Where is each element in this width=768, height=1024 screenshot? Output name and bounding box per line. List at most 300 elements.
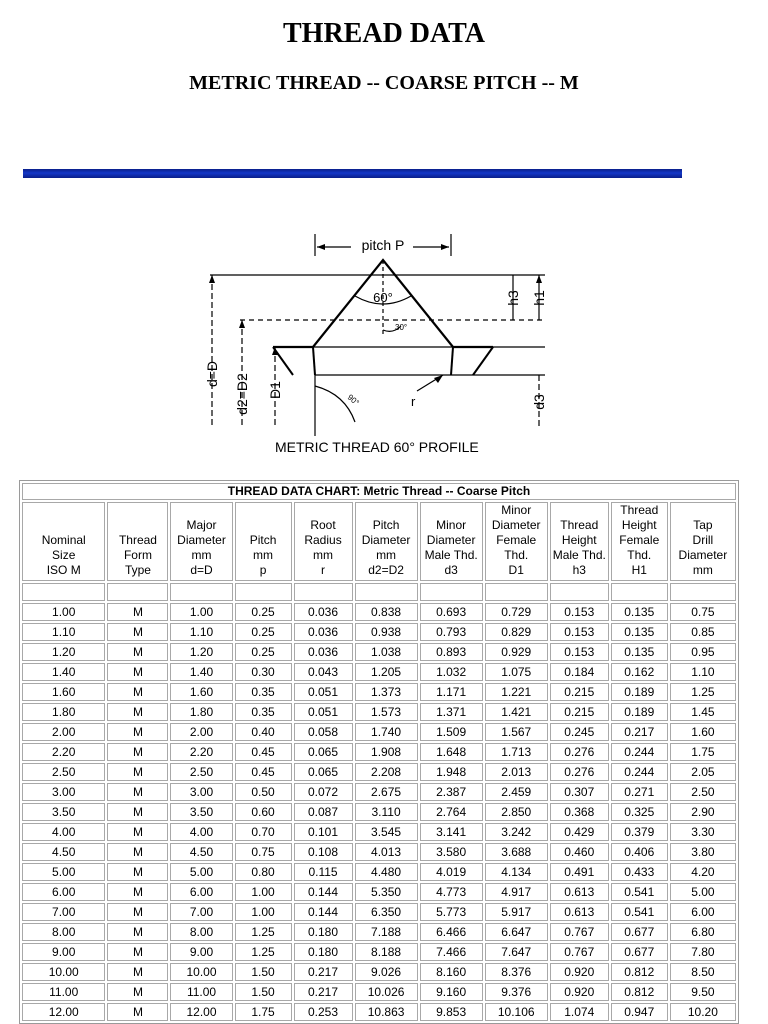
column-header <box>170 502 232 581</box>
table-cell: M <box>107 983 168 1001</box>
table-row <box>22 623 736 641</box>
table-cell: M <box>107 763 168 781</box>
table-cell: 0.95 <box>670 643 736 661</box>
table-cell: M <box>107 863 168 881</box>
table-cell: 9.853 <box>420 1003 483 1021</box>
table-cell: 1.567 <box>485 723 548 741</box>
column-header-line: Thd. <box>627 548 652 562</box>
table-cell: 5.773 <box>420 903 483 921</box>
table-cell: 8.376 <box>485 963 548 981</box>
table-cell: 1.00 <box>22 603 105 621</box>
table-cell: 2.20 <box>170 743 232 761</box>
table-cell: 0.767 <box>550 943 609 961</box>
table-cell: 12.00 <box>22 1003 105 1021</box>
table-cell: 0.433 <box>611 863 668 881</box>
table-cell: 10.00 <box>170 963 232 981</box>
table-cell: 1.371 <box>420 703 483 721</box>
table-cell: 0.767 <box>550 923 609 941</box>
table-cell: 0.75 <box>235 843 292 861</box>
table-cell: 0.677 <box>611 923 668 941</box>
column-header-line: Diameter <box>361 533 411 547</box>
table-cell: 1.032 <box>420 663 483 681</box>
table-row <box>22 723 736 741</box>
table-row <box>22 743 736 761</box>
column-header-line: Pitch <box>249 533 277 547</box>
table-cell: 3.110 <box>355 803 418 821</box>
table-cell: 0.25 <box>235 623 292 641</box>
table-cell: 7.00 <box>22 903 105 921</box>
table-cell: 9.50 <box>670 983 736 1001</box>
table-cell: 0.189 <box>611 703 668 721</box>
table-cell: 1.038 <box>355 643 418 661</box>
table-cell: 0.893 <box>420 643 483 661</box>
column-header-line: Size <box>52 548 76 562</box>
table-cell: 0.184 <box>550 663 609 681</box>
table-row <box>22 983 736 1001</box>
table-row <box>22 783 736 801</box>
table-cell: 3.50 <box>22 803 105 821</box>
column-header-line: Diameter <box>678 548 728 562</box>
column-header-line: d3 <box>444 563 458 577</box>
table-cell: 4.50 <box>22 843 105 861</box>
table-row <box>22 683 736 701</box>
table-cell: 0.45 <box>235 743 292 761</box>
column-header-line: mm <box>376 548 397 562</box>
table-cell: 1.740 <box>355 723 418 741</box>
table-cell: 6.647 <box>485 923 548 941</box>
column-header-line: Form <box>123 548 152 562</box>
table-cell: 0.85 <box>670 623 736 641</box>
table-cell: 1.60 <box>670 723 736 741</box>
radius-label: r <box>411 394 416 409</box>
table-cell: 0.929 <box>485 643 548 661</box>
table-cell: 11.00 <box>170 983 232 1001</box>
table-cell: M <box>107 783 168 801</box>
table-cell: 0.115 <box>294 863 353 881</box>
table-cell: 1.00 <box>235 883 292 901</box>
table-cell: 1.20 <box>22 643 105 661</box>
table-cell: 2.00 <box>22 723 105 741</box>
table-cell: 0.108 <box>294 843 353 861</box>
column-header-line: mm <box>692 563 713 577</box>
table-row <box>22 763 736 781</box>
table-cell: 7.00 <box>170 903 232 921</box>
table-cell: 1.908 <box>355 743 418 761</box>
table-cell: 2.850 <box>485 803 548 821</box>
table-row <box>22 703 736 721</box>
table-row <box>22 963 736 981</box>
thread-data-table <box>19 480 739 1024</box>
table-cell: 2.50 <box>22 763 105 781</box>
table-cell: 1.25 <box>670 683 736 701</box>
table-cell: M <box>107 963 168 981</box>
arrow-d2 <box>239 320 245 328</box>
table-cell: M <box>107 743 168 761</box>
table-cell: 3.141 <box>420 823 483 841</box>
table-cell: 0.812 <box>611 963 668 981</box>
table-cell: M <box>107 823 168 841</box>
table-cell: 4.00 <box>22 823 105 841</box>
arrow-d <box>209 275 215 283</box>
table-cell: 3.00 <box>22 783 105 801</box>
table-cell: 10.00 <box>22 963 105 981</box>
d-label: d=D <box>204 360 220 388</box>
table-cell: 0.812 <box>611 983 668 1001</box>
column-header-line: Root <box>310 518 336 532</box>
table-cell: 4.50 <box>170 843 232 861</box>
table-cell: 8.188 <box>355 943 418 961</box>
column-header-line: Major <box>186 518 217 532</box>
table-row <box>22 883 736 901</box>
angle-60-label: 60° <box>373 290 393 305</box>
table-cell: 1.221 <box>485 683 548 701</box>
table-cell: 0.153 <box>550 623 609 641</box>
table-cell: M <box>107 923 168 941</box>
column-header <box>420 502 483 581</box>
column-header <box>107 502 168 581</box>
table-cell: 0.45 <box>235 763 292 781</box>
table-cell: 1.00 <box>235 903 292 921</box>
table-cell: M <box>107 903 168 921</box>
table-cell: 9.026 <box>355 963 418 981</box>
column-header-line: d2=D2 <box>368 563 404 577</box>
table-row <box>22 1003 736 1021</box>
h1-label: h1 <box>531 290 547 306</box>
thread-profile-diagram <box>195 226 555 466</box>
column-header-line: mm <box>253 548 274 562</box>
column-header-line: Radius <box>304 533 342 547</box>
d2-label: d2=D2 <box>234 373 250 415</box>
table-cell: 0.429 <box>550 823 609 841</box>
table-cell: 1.648 <box>420 743 483 761</box>
table-cell: 7.188 <box>355 923 418 941</box>
table-cell: 0.036 <box>294 643 353 661</box>
table-cell: 0.036 <box>294 623 353 641</box>
table-cell: 0.729 <box>485 603 548 621</box>
table-cell: 1.40 <box>170 663 232 681</box>
table-cell: 1.00 <box>170 603 232 621</box>
table-cell: 6.00 <box>670 903 736 921</box>
table-cell: 0.947 <box>611 1003 668 1021</box>
table-row <box>22 923 736 941</box>
h3-label: h3 <box>505 290 521 306</box>
column-header-line: Male Thd. <box>552 548 606 562</box>
table-row <box>22 803 736 821</box>
header-divider <box>23 169 682 178</box>
table-cell: 1.10 <box>670 663 736 681</box>
table-cell: 0.35 <box>235 683 292 701</box>
table-cell: 5.00 <box>170 863 232 881</box>
table-cell: 0.838 <box>355 603 418 621</box>
table-cell: 0.215 <box>550 703 609 721</box>
table-cell: 0.244 <box>611 743 668 761</box>
column-header-line: Minor <box>501 503 532 517</box>
column-header-line: Height <box>561 533 597 547</box>
table-cell: 0.613 <box>550 883 609 901</box>
table-cell: 9.00 <box>22 943 105 961</box>
table-cell: 3.688 <box>485 843 548 861</box>
pitch-label: pitch P <box>361 237 405 253</box>
table-cell: M <box>107 703 168 721</box>
table-cell: 0.065 <box>294 743 353 761</box>
table-row <box>22 903 736 921</box>
table-cell: 3.580 <box>420 843 483 861</box>
table-cell: 0.065 <box>294 763 353 781</box>
table-row <box>22 823 736 841</box>
table-cell: 1.509 <box>420 723 483 741</box>
table-cell: 6.00 <box>170 883 232 901</box>
table-cell: 0.80 <box>235 863 292 881</box>
table-cell: 7.466 <box>420 943 483 961</box>
table-cell: 0.920 <box>550 983 609 1001</box>
table-cell: 2.05 <box>670 763 736 781</box>
table-cell: 1.25 <box>235 943 292 961</box>
table-cell: 0.35 <box>235 703 292 721</box>
table-cell: 0.793 <box>420 623 483 641</box>
table-cell: 0.920 <box>550 963 609 981</box>
table-cell: 7.647 <box>485 943 548 961</box>
column-header-line: Thread <box>118 533 157 547</box>
page-title: THREAD DATA <box>283 18 485 49</box>
table-cell: 10.863 <box>355 1003 418 1021</box>
root-right <box>451 347 453 375</box>
table-cell: M <box>107 843 168 861</box>
table-cell: 0.541 <box>611 903 668 921</box>
table-cell: 0.253 <box>294 1003 353 1021</box>
table-cell: 1.45 <box>670 703 736 721</box>
table-cell: 9.00 <box>170 943 232 961</box>
table-cell: 0.144 <box>294 883 353 901</box>
table-cell: 3.30 <box>670 823 736 841</box>
table-cell: 1.75 <box>235 1003 292 1021</box>
table-cell: 9.160 <box>420 983 483 1001</box>
arrow-pitch-right <box>441 244 449 250</box>
column-header <box>550 502 609 581</box>
angle-30-label: 30° <box>395 323 408 332</box>
table-cell: 0.144 <box>294 903 353 921</box>
table-cell: M <box>107 1003 168 1021</box>
table-cell: 2.013 <box>485 763 548 781</box>
table-cell: 0.276 <box>550 743 609 761</box>
column-header-line: Diameter <box>426 533 476 547</box>
table-cell: 1.421 <box>485 703 548 721</box>
table-cell: 6.80 <box>670 923 736 941</box>
table-cell: 3.50 <box>170 803 232 821</box>
table-cell: 0.043 <box>294 663 353 681</box>
table-cell: 6.00 <box>22 883 105 901</box>
column-header-line: h3 <box>572 563 586 577</box>
column-header-line: mm <box>313 548 334 562</box>
table-cell: 0.153 <box>550 603 609 621</box>
column-header-line: d=D <box>190 563 213 577</box>
table-cell: 3.242 <box>485 823 548 841</box>
table-cell: 2.90 <box>670 803 736 821</box>
table-cell: 4.00 <box>170 823 232 841</box>
table-cell: 9.376 <box>485 983 548 1001</box>
column-header <box>355 502 418 581</box>
table-cell: M <box>107 803 168 821</box>
table-caption: THREAD DATA CHART: Metric Thread -- Coarse Pitch <box>22 483 736 500</box>
table-cell: 1.75 <box>670 743 736 761</box>
table-cell: 0.25 <box>235 603 292 621</box>
table-cell: 0.491 <box>550 863 609 881</box>
column-header-line: Diameter <box>177 533 226 547</box>
table-cell: 0.189 <box>611 683 668 701</box>
table-cell: 0.271 <box>611 783 668 801</box>
table-cell: 0.087 <box>294 803 353 821</box>
column-header-line: Thd. <box>504 548 529 562</box>
table-cell: 0.244 <box>611 763 668 781</box>
table-cell: 8.160 <box>420 963 483 981</box>
table-cell: 1.25 <box>235 923 292 941</box>
table-cell: 0.60 <box>235 803 292 821</box>
table-cell: 5.350 <box>355 883 418 901</box>
table-cell: 8.50 <box>670 963 736 981</box>
column-header <box>294 502 353 581</box>
table-cell: 4.019 <box>420 863 483 881</box>
table-cell: 0.217 <box>294 983 353 1001</box>
table-cell: 0.379 <box>611 823 668 841</box>
table-cell: 1.205 <box>355 663 418 681</box>
table-row <box>22 863 736 881</box>
table-cell: 2.459 <box>485 783 548 801</box>
table-cell: 0.325 <box>611 803 668 821</box>
table-cell: 0.215 <box>550 683 609 701</box>
table-cell: 0.051 <box>294 703 353 721</box>
table-spacer-row <box>22 583 736 601</box>
table-cell: 0.276 <box>550 763 609 781</box>
table-cell: 0.541 <box>611 883 668 901</box>
table-cell: M <box>107 603 168 621</box>
table-cell: 1.573 <box>355 703 418 721</box>
table-cell: 0.938 <box>355 623 418 641</box>
table-cell: 1.10 <box>170 623 232 641</box>
table-cell: 1.50 <box>235 983 292 1001</box>
table-cell: 2.50 <box>170 763 232 781</box>
table-cell: 0.245 <box>550 723 609 741</box>
table-cell: 10.20 <box>670 1003 736 1021</box>
table-cell: 0.40 <box>235 723 292 741</box>
table-cell: 0.153 <box>550 643 609 661</box>
root-arc-90 <box>315 386 355 422</box>
table-cell: 0.693 <box>420 603 483 621</box>
table-cell: 5.00 <box>670 883 736 901</box>
table-cell: 0.058 <box>294 723 353 741</box>
table-cell: 0.368 <box>550 803 609 821</box>
d3-label: d3 <box>531 394 547 410</box>
table-cell: 1.074 <box>550 1003 609 1021</box>
table-cell: 1.60 <box>170 683 232 701</box>
table-cell: 0.162 <box>611 663 668 681</box>
column-header-line: Thread <box>560 518 599 532</box>
column-header-line: Thread <box>620 503 659 517</box>
table-cell: 1.713 <box>485 743 548 761</box>
arrow-h1 <box>536 275 542 283</box>
table-cell: 1.80 <box>170 703 232 721</box>
column-header-line: p <box>259 563 267 577</box>
diagram-caption: METRIC THREAD 60° PROFILE <box>275 439 479 455</box>
table-cell: 0.75 <box>670 603 736 621</box>
table-cell: 5.917 <box>485 903 548 921</box>
column-header-line: ISO M <box>46 563 81 577</box>
table-cell: 2.764 <box>420 803 483 821</box>
column-header <box>22 502 105 581</box>
table-cell: 0.25 <box>235 643 292 661</box>
column-header <box>611 502 668 581</box>
column-header <box>235 502 292 581</box>
table-cell: 0.217 <box>294 963 353 981</box>
table-cell: 0.135 <box>611 603 668 621</box>
table-cell: 0.036 <box>294 603 353 621</box>
column-header <box>670 502 736 581</box>
column-header-line: H1 <box>631 563 647 577</box>
table-cell: 2.00 <box>170 723 232 741</box>
column-header-line: Female <box>619 533 660 547</box>
table-cell: 1.075 <box>485 663 548 681</box>
column-header-line: Minor <box>436 518 467 532</box>
table-cell: 2.20 <box>22 743 105 761</box>
table-cell: 2.208 <box>355 763 418 781</box>
angle-90-label: 90° <box>345 392 361 408</box>
table-cell: 4.013 <box>355 843 418 861</box>
table-header-row <box>22 502 736 581</box>
table-cell: 1.373 <box>355 683 418 701</box>
table-cell: M <box>107 643 168 661</box>
table-cell: 0.072 <box>294 783 353 801</box>
table-cell: 3.00 <box>170 783 232 801</box>
column-header-line: Type <box>124 563 151 577</box>
table-cell: 4.917 <box>485 883 548 901</box>
table-cell: 1.40 <box>22 663 105 681</box>
table-cell: M <box>107 723 168 741</box>
table-cell: M <box>107 883 168 901</box>
table-cell: 1.60 <box>22 683 105 701</box>
table-cell: 0.135 <box>611 623 668 641</box>
column-header-line: mm <box>191 548 212 562</box>
column-header-line: Diameter <box>491 518 541 532</box>
table-cell: M <box>107 943 168 961</box>
arrow-pitch-left <box>317 244 325 250</box>
column-header <box>485 502 548 581</box>
table-cell: 2.50 <box>670 783 736 801</box>
table-cell: 1.50 <box>235 963 292 981</box>
table-cell: 0.051 <box>294 683 353 701</box>
column-header-line: Nominal <box>41 533 86 547</box>
table-cell: 0.135 <box>611 643 668 661</box>
table-row <box>22 663 736 681</box>
table-cell: 1.948 <box>420 763 483 781</box>
table-cell: 0.50 <box>235 783 292 801</box>
table-cell: 0.613 <box>550 903 609 921</box>
table-cell: 0.217 <box>611 723 668 741</box>
table-cell: 0.307 <box>550 783 609 801</box>
column-header-line: Male Thd. <box>424 548 478 562</box>
column-header-line: Tap <box>693 518 713 532</box>
table-cell: 5.00 <box>22 863 105 881</box>
table-row <box>22 603 736 621</box>
table-cell: M <box>107 623 168 641</box>
table-cell: 1.20 <box>170 643 232 661</box>
table-cell: 0.180 <box>294 943 353 961</box>
table-cell: 1.171 <box>420 683 483 701</box>
column-header-line: r <box>321 563 326 577</box>
table-cell: 4.480 <box>355 863 418 881</box>
table-cell: 1.10 <box>22 623 105 641</box>
table-cell: 12.00 <box>170 1003 232 1021</box>
table-cell: M <box>107 663 168 681</box>
column-header-line: Drill <box>692 533 714 547</box>
column-header-line: Female <box>496 533 537 547</box>
